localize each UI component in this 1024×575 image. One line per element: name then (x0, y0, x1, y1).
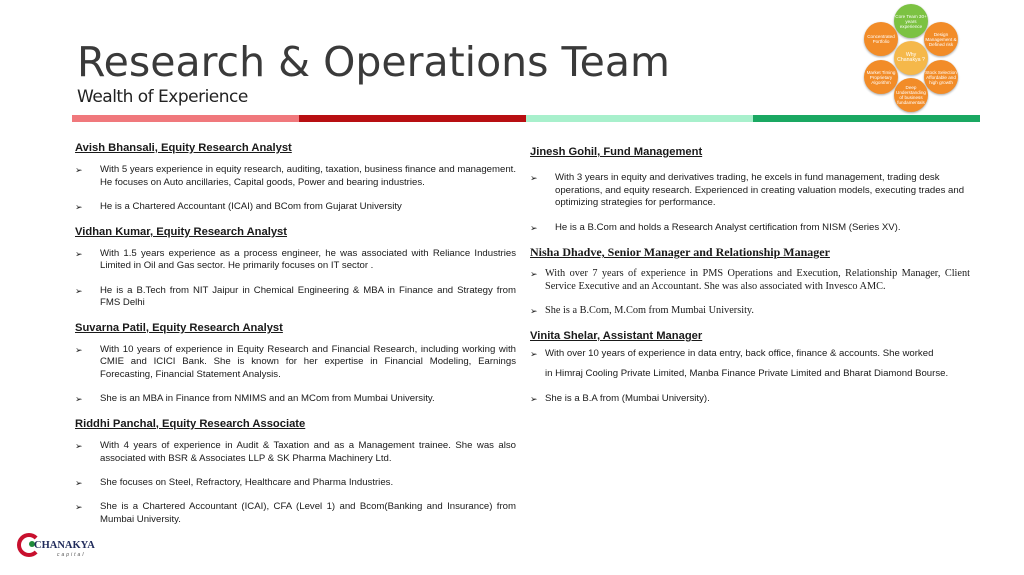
arrow-bullet-icon: ➢ (75, 441, 83, 452)
profile-name: Nisha Dhadve, Senior Manager and Relationship Manager (530, 245, 830, 260)
list-item (75, 501, 516, 526)
arrow-bullet-icon: ➢ (530, 269, 538, 280)
list-item-text: With 1.5 years experience as a process engineer, he was associated with Reliance Industries Limited in Oil and Gas sector. He primarily focuses on IT sector . (100, 248, 516, 272)
arrow-bullet-icon: ➢ (75, 165, 83, 176)
cluster-node-center: Why Chanakya ? (894, 41, 928, 75)
list-item-text: She is an MBA in Finance from NMIMS and an MCom from Mumbai University. (100, 393, 435, 405)
left-column (75, 142, 516, 538)
list-item (530, 368, 970, 380)
list-item (75, 285, 516, 310)
list-item (530, 172, 970, 209)
cluster-node-market-timing: Market Timing Proprietary Algorithm (864, 60, 898, 94)
accent-bar-1 (72, 115, 299, 122)
list-item-text: She is a B.Com, M.Com from Mumbai University. (545, 305, 754, 317)
bullet-spacer (530, 368, 545, 380)
list-item (75, 248, 516, 273)
profile-riddhi (75, 418, 516, 526)
list-item-text: With 10 years of experience in Equity Research and Financial Research, including working with CMIE and ICICI Bank. She is known for her expertise in Financial Modeling, Earnings Forecasting, Financial Statement Analysis. (100, 344, 516, 380)
list-item-text: With 5 years experience in equity research, auditing, taxation, business finance and management. He focuses on Auto ancillaries, Capital goods, Power and bearing industries. (100, 164, 516, 188)
arrow-bullet-icon: ➢ (530, 393, 538, 404)
page-subtitle: Wealth of Experience (77, 87, 248, 107)
profile-vidhan (75, 226, 516, 310)
page-title: Research & Operations Team (77, 38, 670, 86)
list-item-text: He is a Chartered Accountant (ICAI) and BCom from Gujarat University (100, 201, 402, 213)
list-item (75, 344, 516, 381)
list-item-text: With 3 years in equity and derivatives trading, he excels in fund management, trading desk operations, and equity research. Experienced in creating valuation models, executing trades and optimizing strategies for performance. (555, 172, 965, 209)
arrow-bullet-icon: ➢ (75, 477, 83, 488)
list-item (75, 440, 516, 465)
accent-bar-3 (526, 115, 753, 122)
profile-name: Suvarna Patil, Equity Research Analyst (75, 321, 283, 334)
list-item-text: He is a B.Com and holds a Research Analyst certification from NISM (Series XV). (555, 221, 901, 233)
cluster-node-deep-understanding: Deep Understanding of business fundamentals (894, 78, 928, 112)
profile-name: Vinita Shelar, Assistant Manager (530, 329, 703, 342)
arrow-bullet-icon: ➢ (75, 249, 83, 260)
list-item-text: She is a Chartered Accountant (ICAI), CFA (Level 1) and Bcom(Banking and Insurance) from Mumbai University. (100, 501, 516, 525)
list-item (75, 164, 516, 189)
profile-nisha (530, 246, 970, 318)
profile-name: Jinesh Gohil, Fund Management (530, 146, 703, 158)
logo-subtitle: capital (57, 552, 86, 558)
list-item (75, 201, 516, 213)
list-item (530, 268, 970, 293)
list-item (530, 222, 970, 234)
list-item (530, 348, 970, 360)
profile-avish (75, 142, 516, 214)
why-chanakya-diagram (860, 4, 960, 112)
list-item-text: in Himraj Cooling Private Limited, Manba Finance Private Limited and Bharat Diamond Bourse. (545, 368, 949, 380)
list-item (75, 477, 516, 489)
arrow-bullet-icon: ➢ (530, 222, 538, 233)
accent-bar-4 (753, 115, 980, 122)
arrow-bullet-icon: ➢ (75, 285, 83, 296)
arrow-bullet-icon: ➢ (75, 394, 83, 405)
list-item (75, 393, 516, 405)
arrow-bullet-icon: ➢ (530, 173, 538, 184)
right-column (530, 146, 970, 417)
list-item-text: With 4 years of experience in Audit & Taxation and as a Management trainee. She was also associated with BSR & Associates LLP & SK Pharma Machinery Ltd. (100, 440, 516, 464)
profile-suvarna (75, 322, 516, 406)
chanakya-logo (17, 531, 97, 563)
profile-name: Avish Bhansali, Equity Research Analyst (75, 142, 292, 154)
list-item-text: With over 7 years of experience in PMS Operations and Execution, Relationship Manager, Client Service Executive and an Accountant. She was also associated with Invesco AMC. (545, 268, 970, 292)
arrow-bullet-icon: ➢ (530, 349, 538, 360)
list-item-text: She focuses on Steel, Refractory, Healthcare and Pharma Industries. (100, 476, 394, 488)
cluster-node-core-team: Core Team 30+ years experience (894, 4, 928, 38)
accent-bars (72, 115, 980, 122)
profile-name: Riddhi Panchal, Equity Research Associate (75, 417, 306, 430)
list-item-text: She is a B.A from (Mumbai University). (545, 392, 710, 404)
arrow-bullet-icon: ➢ (530, 306, 538, 317)
list-item-text: He is a B.Tech from NIT Jaipur in Chemical Engineering & MBA in Finance and Strategy from FMS Delhi (100, 284, 516, 309)
cluster-node-stock-selection: Stock Selection Affordable and high growth (924, 60, 958, 94)
list-item-text: With over 10 years of experience in data entry, back office, finance & accounts. She worked (545, 348, 934, 360)
cluster-node-design: Design Management & Defined risk (924, 22, 958, 56)
profile-name: Vidhan Kumar, Equity Research Analyst (75, 225, 288, 238)
cluster-node-concentrated: Concentrated Portfolio (864, 22, 898, 56)
accent-bar-2 (299, 115, 526, 122)
arrow-bullet-icon: ➢ (75, 502, 83, 513)
arrow-bullet-icon: ➢ (75, 202, 83, 213)
list-item (530, 393, 970, 405)
list-item (530, 305, 970, 317)
logo-name: CHANAKYA (34, 540, 95, 551)
profile-jinesh (530, 146, 970, 234)
arrow-bullet-icon: ➢ (75, 345, 83, 356)
profile-vinita (530, 330, 970, 406)
